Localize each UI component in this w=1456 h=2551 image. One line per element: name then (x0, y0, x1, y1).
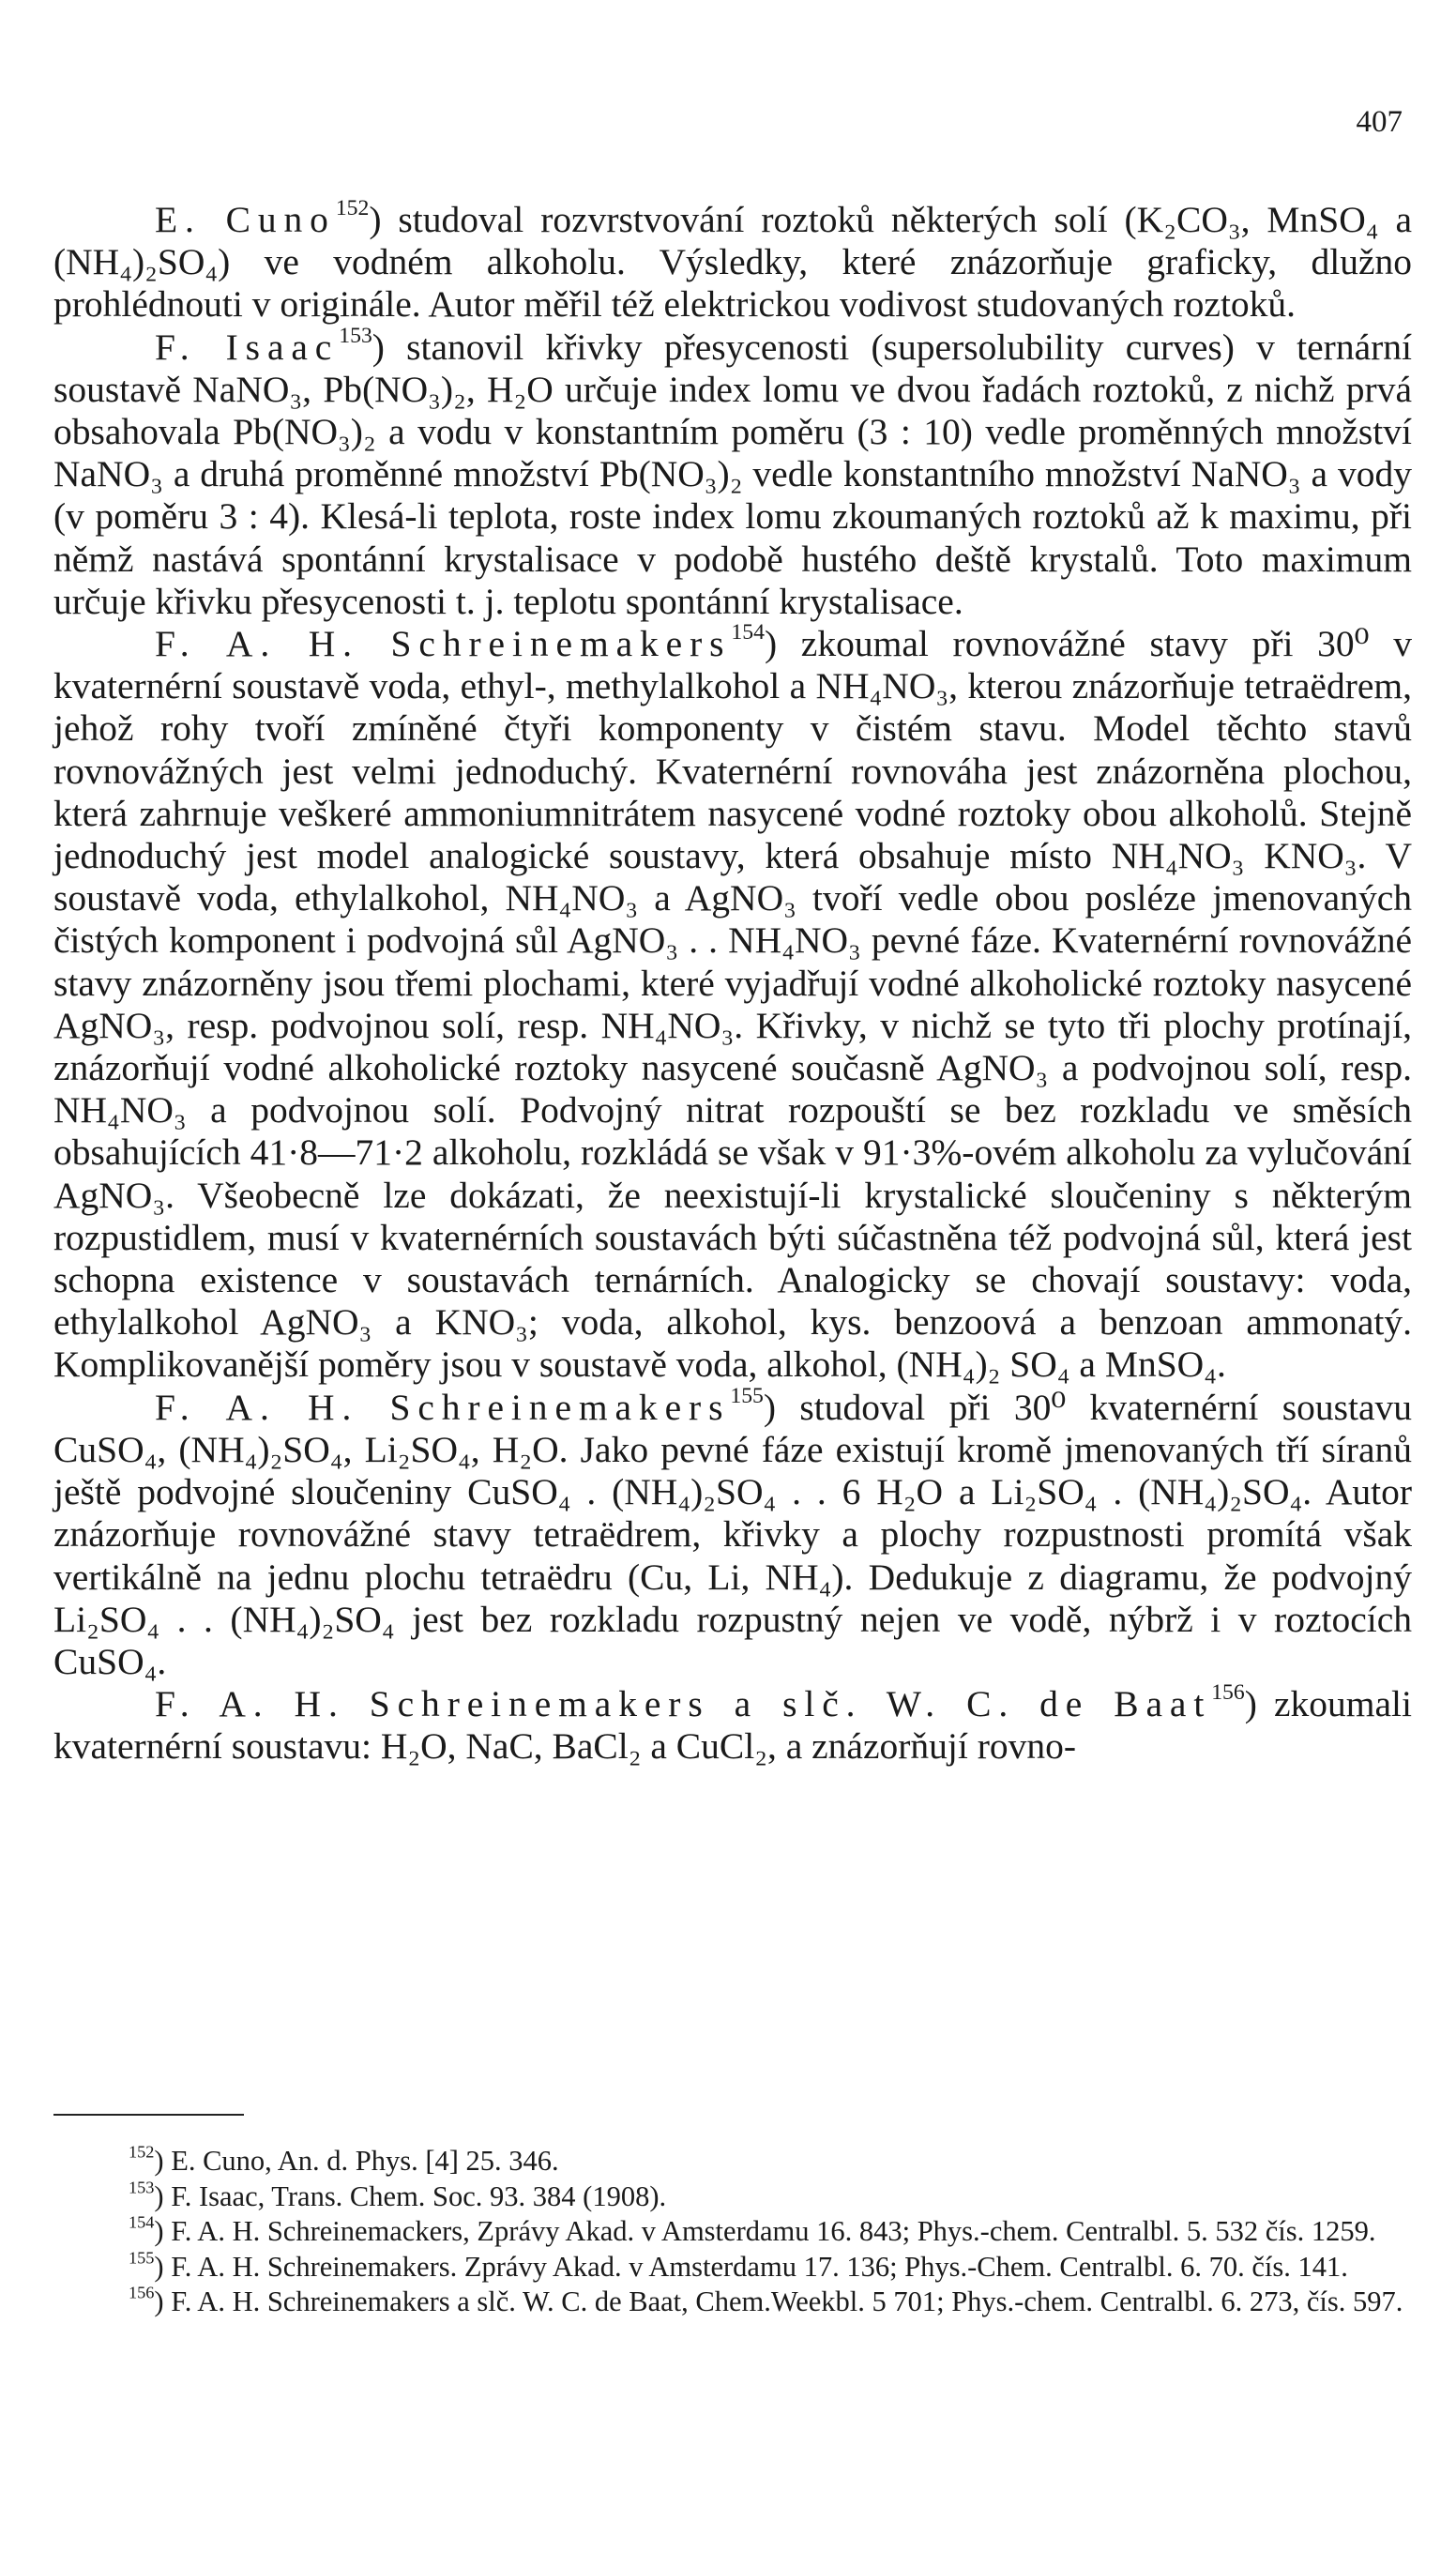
paragraph-schreinemakers-baat (53, 1680, 1412, 1768)
article-body (53, 196, 1412, 1769)
footnote-text: ) F. Isaac, Trans. Chem. Soc. 93. 384 (1908). (154, 2179, 667, 2212)
footnote-item (53, 2144, 1412, 2179)
paragraph-schreinemakers-2 (53, 1383, 1412, 1683)
footnote-ref[interactable]: 156 (1211, 1680, 1245, 1706)
footnote-item (53, 2214, 1412, 2250)
footnotes (53, 2144, 1412, 2320)
footnote-item (53, 2285, 1412, 2320)
paragraph-text: ) studoval rozvrstvování roztoků některých solí (K₂CO₃, MnSO₄ a (NH₄)₂SO₄) ve vodném alkoholu. Výsledky, které znázorňuje graficky, dlužno prohlédnouti v originále. Autor měřil též elektrickou vodivost studovaných roztoků. (53, 199, 1412, 326)
footnote-ref[interactable]: 155 (730, 1383, 764, 1408)
paragraph-schreinemakers-1 (53, 620, 1412, 1387)
author-name: F. A. H. Schreinemakers (155, 623, 732, 665)
footnote-text: ) E. Cuno, An. d. Phys. [4] 25. 346. (154, 2145, 559, 2177)
footnote-divider (53, 2114, 244, 2116)
footnote-number: 156 (129, 2283, 155, 2302)
paragraph-isaac (53, 323, 1412, 623)
author-name: F. A. H. Schreinemakers (155, 1386, 731, 1428)
footnote-ref[interactable]: 152 (335, 196, 370, 221)
page-number: 407 (1356, 105, 1403, 139)
footnote-number: 154 (129, 2212, 155, 2232)
paragraph-text: ) zkoumal rovnovážné stavy při 30⁰ v kvaternérní soustavě voda, ethyl-, methylalkohol a NH₄NO₃, kterou znázorňuje tetraëdrem, jehož rohy tvoří zmíněné čtyři komponenty v čistém stavu. Model těchto stavů rovnovážných jest velmi jednoduchý. Kvaternérní rovnováha jest znázorněna plochou, která zahrnuje veškeré ammoniumnitrátem nasycené vodné roztoky obou alkoholů. Stejně jednoduchý jest model analogické soustavy, která obsahuje místo NH₄NO₃ KNO₃. V soustavě voda, ethylalkohol, NH₄NO₃ a AgNO₃ tvoří vedle obou posléze jmenovaných čistých komponent i podvojná sůl AgNO₃ . . NH₄NO₃ pevné fáze. Kvaternérní rovnovážné stavy znázorněny jsou třemi plochami, které vyjadřují vodné alkoholické roztoky nasycené AgNO₃, resp. podvojnou solí, resp. NH₄NO₃. Křivky, v nichž se tyto tři plochy protínají, znázorňují vodné alkoholické roztoky nasycené současně AgNO₃ a podvojnou solí, resp. NH₄NO₃ a podvojnou solí. Podvojný nitrat rozpouští se bez rozkladu ve směsích obsahujících 41·8—71·2 alkoholu, rozkládá se však v 91·3%-ovém alkoholu za vylučování AgNO₃. Všeobecně lze dokázati, že neexistují-li krystalické sloučeniny s některým rozpustidlem, musí v kvaternérních soustavách býti súčastněna též podvojná sůl, která jest schopna existence v soustavách ternárních. Analogicky se chovají soustavy: voda, ethylalkohol AgNO₃ a KNO₃; voda, alkohol, kys. benzoová a benzoan ammonatý. Komplikovanější poměry jsou v soustavě voda, alkohol, (NH₄)₂ SO₄ a MnSO₄. (53, 623, 1412, 1386)
footnote-number: 155 (129, 2247, 155, 2267)
footnote-ref[interactable]: 153 (339, 323, 372, 348)
author-name: F. A. H. Schreinemakers a slč. W. C. de Baat (155, 1683, 1212, 1725)
footnote-text: ) F. A. H. Schreinemakers. Zprávy Akad. v Amsterdamu 17. 136; Phys.-Chem. Centralbl. 6. 70. čís. 141. (154, 2250, 1348, 2283)
footnote-text: ) F. A. H. Schreinemackers, Zprávy Akad. v Amsterdamu 16. 843; Phys.-chem. Centralbl. 5. 532 čís. 1259. (154, 2215, 1376, 2247)
footnote-item (53, 2179, 1412, 2215)
footnote-item (53, 2247, 1412, 2285)
footnote-number: 153 (129, 2177, 155, 2196)
footnote-text: ) F. A. H. Schreinemakers a slč. W. C. de Baat, Chem.Weekbl. 5 701; Phys.-chem. Centralbl. 6. 273, čís. 597. (154, 2285, 1403, 2317)
footnote-ref[interactable]: 154 (731, 620, 765, 645)
paragraph-text: ) zkoumali kvaternérní soustavu: H₂O, NaC, BaCl₂ a CuCl₂, a znázorňují rovno- (53, 1683, 1412, 1768)
paragraph-text: ) stanovil křivky přesycenosti (supersolubility curves) v ternární soustavě NaNO₃, Pb(NO₃)₂, H₂O určuje index lomu ve dvou řadách roztoků, z nichž prvá obsahovala Pb(NO₃)₂ a vodu v konstantním poměru (3 : 10) vedle proměnných množství NaNO₃ a druhá proměnné množství Pb(NO₃)₂ vedle konstantního množství NaNO₃ a vody (v poměru 3 : 4). Klesá-li teplota, roste index lomu zkoumaných roztoků až k maximu, při němž nastává spontánní krystalisace v podobě hustého deště krystalů. Toto maximum určuje křivku přesycenosti t. j. teplotu spontánní krystalisace. (53, 326, 1412, 622)
footnote-number: 152 (129, 2142, 155, 2162)
paragraph-cuno (53, 196, 1412, 326)
author-name: F. Isaac (155, 326, 340, 368)
author-name: E. Cuno (155, 199, 336, 240)
paragraph-text: ) studoval při 30⁰ kvaternérní soustavu CuSO₄, (NH₄)₂SO₄, Li₂SO₄, H₂O. Jako pevné fáze existují kromě jmenovaných tří síranů ještě podvojné sloučeniny CuSO₄ . (NH₄)₂SO₄ . . 6 H₂O a Li₂SO₄ . (NH₄)₂SO₄. Autor znázorňuje rovnovážné stavy tetraëdrem, křivky a plochy rozpustnosti promítá však vertikálně na jednu plochu tetraëdru (Cu, Li, NH₄). Dedukuje z diagramu, že podvojný Li₂SO₄ . . (NH₄)₂SO₄ jest bez rozkladu rozpustný nejen ve vodě, nýbrž i v roztocích CuSO₄. (53, 1386, 1412, 1682)
